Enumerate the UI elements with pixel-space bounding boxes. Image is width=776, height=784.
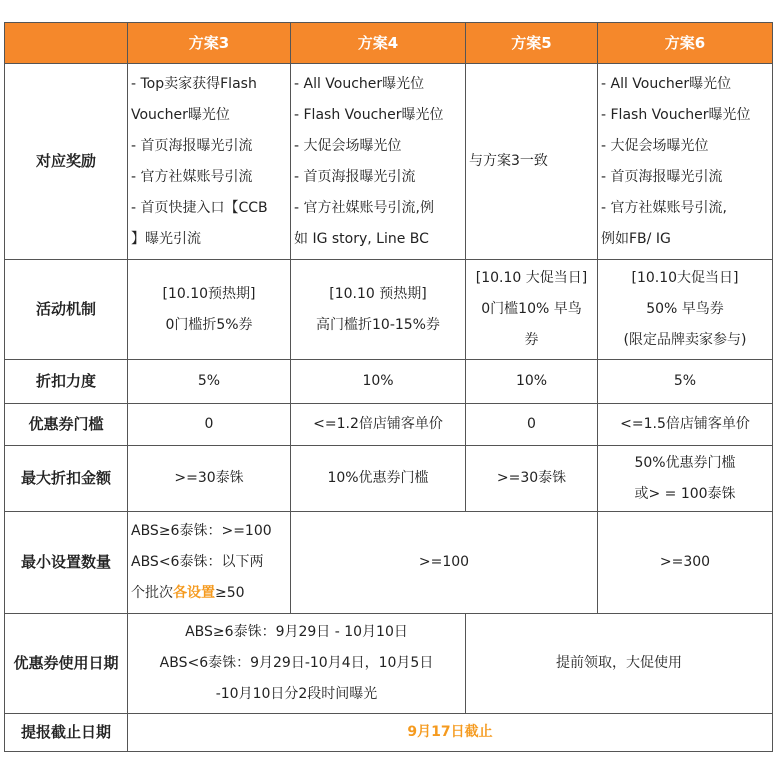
usage-date-label: 优惠券使用日期 [5, 614, 128, 714]
rewards-plan4-line: - 大促会场曝光位 [294, 137, 402, 154]
mechanism-plan5-line: 券 [524, 332, 539, 348]
header-corner [5, 23, 128, 64]
usage-date-plan34-line: -10月10日分2段时间曝光 [215, 686, 378, 702]
mechanism-label: 活动机制 [5, 260, 128, 360]
discount-label: 折扣力度 [5, 360, 128, 404]
threshold-label: 优惠券门槛 [5, 404, 128, 446]
mechanism-plan5 [466, 260, 598, 360]
mechanism-plan6-line: [10.10大促当日] [631, 270, 739, 286]
mechanism-plan3-line: 0门槛折5%券 [165, 316, 253, 333]
row-max-discount [5, 446, 773, 512]
row-mechanism [5, 260, 773, 360]
max-discount-plan6-line: 50%优惠券门槛 [634, 454, 736, 471]
rewards-label: 对应奖励 [5, 64, 128, 260]
row-min-quantity [5, 512, 773, 614]
rewards-plan6-line: 例如FB/ IG [601, 230, 671, 247]
row-discount [5, 360, 773, 404]
mechanism-plan3-line: [10.10预热期] [162, 285, 256, 302]
header-plan5: 方案5 [466, 23, 598, 64]
deadline-value: 9月17日截止 [128, 714, 773, 752]
usage-date-plan34 [128, 614, 466, 714]
min-quantity-label: 最小设置数量 [5, 512, 128, 614]
rewards-plan6-line: - 大促会场曝光位 [601, 137, 709, 154]
discount-plan4: 10% [291, 360, 466, 404]
rewards-plan6-line: - 首页海报曝光引流 [601, 168, 723, 185]
mechanism-plan6 [598, 260, 773, 360]
row-threshold [5, 404, 773, 446]
mechanism-plan6-line: 50% 早鸟券 [646, 301, 724, 317]
min-quantity-plan45: >=100 [291, 512, 598, 614]
discount-plan5: 10% [466, 360, 598, 404]
rewards-plan3-line: - 首页海报曝光引流 [131, 137, 253, 154]
deadline-label: 提报截止日期 [5, 714, 128, 752]
min-quantity-plan3 [128, 512, 291, 614]
rewards-plan4 [291, 64, 466, 260]
row-usage-date [5, 614, 773, 714]
min-quantity-plan3-highlight: 各设置 [173, 585, 215, 601]
rewards-plan4-line: - 首页海报曝光引流 [294, 168, 416, 185]
min-quantity-plan3-pre: 个批次 [131, 585, 173, 601]
threshold-plan3: 0 [128, 404, 291, 446]
mechanism-plan3 [128, 260, 291, 360]
rewards-plan4-line: - All Voucher曝光位 [294, 75, 425, 92]
threshold-plan5: 0 [466, 404, 598, 446]
header-plan4: 方案4 [291, 23, 466, 64]
rewards-plan3-line: - 官方社媒账号引流 [131, 168, 253, 185]
rewards-plan3-line: 】曝光引流 [131, 230, 201, 247]
min-quantity-plan3-line [131, 578, 287, 609]
header-plan6: 方案6 [598, 23, 773, 64]
rewards-plan3 [128, 64, 291, 260]
threshold-plan6: <=1.5倍店铺客单价 [598, 404, 773, 446]
discount-plan6: 5% [598, 360, 773, 404]
usage-date-plan34-line: ABS≥6泰铢：9月29日 - 10月10日 [185, 624, 408, 640]
max-discount-plan4: 10%优惠券门槛 [291, 446, 466, 512]
mechanism-plan5-line: [10.10 大促当日] [475, 270, 588, 286]
max-discount-label: 最大折扣金额 [5, 446, 128, 512]
rewards-plan4-line: - Flash Voucher曝光位 [294, 106, 444, 123]
max-discount-plan6 [598, 446, 773, 512]
mechanism-plan5-line: 0门槛10% 早鸟 [481, 301, 582, 317]
mechanism-plan4-line: [10.10 预热期] [329, 285, 427, 302]
usage-date-plan56: 提前领取，大促使用 [466, 614, 773, 714]
row-deadline [5, 714, 773, 752]
row-rewards [5, 64, 773, 260]
max-discount-plan5: >=30泰铢 [466, 446, 598, 512]
rewards-plan3-line: Voucher曝光位 [131, 106, 230, 123]
rewards-plan3-line: - Top卖家获得Flash [131, 75, 257, 92]
mechanism-plan4 [291, 260, 466, 360]
mechanism-plan4-line: 高门槛折10-15%券 [316, 316, 440, 333]
rewards-plan5 [466, 64, 598, 260]
rewards-plan5-line: 与方案3一致 [469, 153, 548, 169]
min-quantity-plan3-post: ≥50 [215, 585, 245, 601]
max-discount-plan3: >=30泰铢 [128, 446, 291, 512]
threshold-plan4: <=1.2倍店铺客单价 [291, 404, 466, 446]
rewards-plan4-line: 如 IG story, Line BC [294, 230, 429, 247]
min-quantity-plan6: >=300 [598, 512, 773, 614]
rewards-plan4-line: - 官方社媒账号引流,例 [294, 199, 434, 216]
plan-comparison-table [4, 22, 773, 752]
usage-date-plan34-line: ABS<6泰铢：9月29日-10月4日，10月5日 [159, 655, 434, 671]
mechanism-plan6-line: (限定品牌卖家参与) [623, 332, 747, 348]
rewards-plan6-line: - All Voucher曝光位 [601, 75, 732, 92]
rewards-plan6 [598, 64, 773, 260]
min-quantity-plan3-line: ABS≥6泰铢：>=100 [131, 523, 272, 539]
discount-plan3: 5% [128, 360, 291, 404]
rewards-plan6-line: - Flash Voucher曝光位 [601, 106, 751, 123]
header-plan3: 方案3 [128, 23, 291, 64]
rewards-plan6-line: - 官方社媒账号引流, [601, 199, 727, 216]
max-discount-plan6-line: 或> = 100泰铢 [634, 485, 736, 502]
rewards-plan3-line: - 首页快捷入口【CCB [131, 199, 268, 216]
header-row [5, 23, 773, 64]
min-quantity-plan3-line: ABS<6泰铢：以下两 [131, 554, 264, 570]
